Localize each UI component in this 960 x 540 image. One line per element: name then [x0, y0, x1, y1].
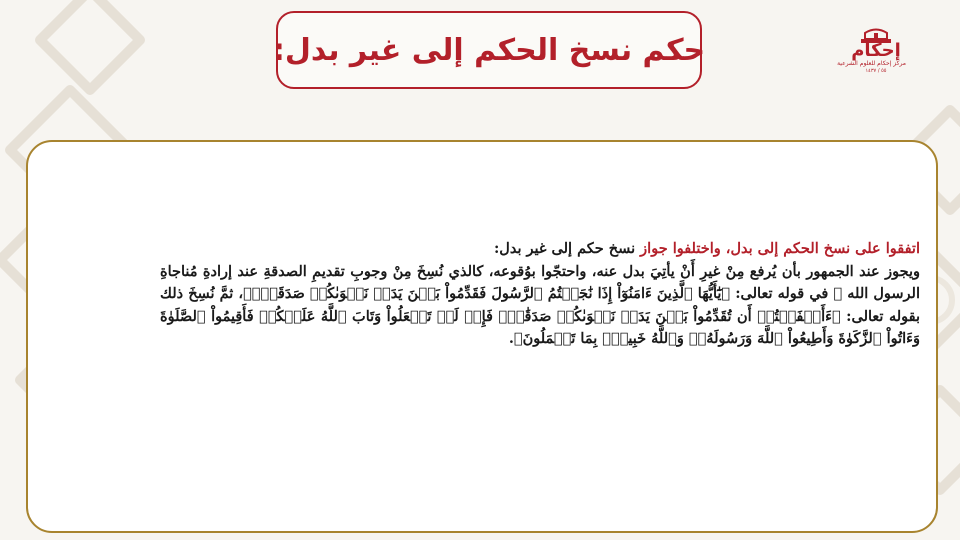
intro-rest: نسخ حكم إلى غير بدل:	[493, 240, 641, 257]
body-text	[160, 238, 920, 351]
logo-name: إحكام	[851, 40, 901, 61]
logo	[837, 28, 906, 98]
agreement-phrase: اتفقوا على نسخ الحكم إلى بدل، واختلفوا جواز	[640, 240, 920, 257]
title-box	[272, 11, 706, 89]
paragraph-intro	[160, 238, 920, 261]
logo-subtitle: مركز إحكام للعلوم الشرعية	[837, 60, 906, 67]
slide-title: حكم نسخ الحكم إلى غير بدل:	[272, 32, 706, 68]
logo-number: ٥٥ / ١٤٣٧	[865, 68, 887, 74]
paragraph-main: ويجوز عند الجمهور بأن يُرفع مِنْ غيرِ أَنْ يأتِيَ بدل عنه، واحتجّوا بوُقوعه، كالذي نُسِخَ مِنْ وجوبِ تقديمِ الصدقةِ عند إرادةِ مُناجاةِ الرسول الله ﷺ في قوله تعالى: ﴿يَٰٓأَيُّهَا ٱلَّذِينَ ءَامَنُوٓاْ إِذَا نَٰجَيۡتُمُ ٱلرَّسُولَ فَقَدِّمُواْ بَيۡنَ يَدَيۡ نَجۡوَىٰكُمۡ صَدَقَةٗۚ﴾، ثمَّ نُسِخَ ذلك بقوله تعالى: ﴿ءَأَشۡفَقۡتُمۡ أَن تُقَدِّمُواْ بَيۡنَ يَدَيۡ نَجۡوَىٰكُمۡ صَدَقَٰتٖۚ فَإِذۡ لَمۡ تَفۡعَلُواْ وَتَابَ ٱللَّهُ عَلَيۡكُمۡ فَأَقِيمُواْ ٱلصَّلَوٰةَ وَءَاتُواْ ٱلزَّكَوٰةَ وَأَطِيعُواْ ٱللَّهَ وَرَسُولَهُۥۚ وَٱللَّهُ خَبِيرُۢ بِمَا تَعۡمَلُونَ﴾.	[160, 262, 920, 347]
